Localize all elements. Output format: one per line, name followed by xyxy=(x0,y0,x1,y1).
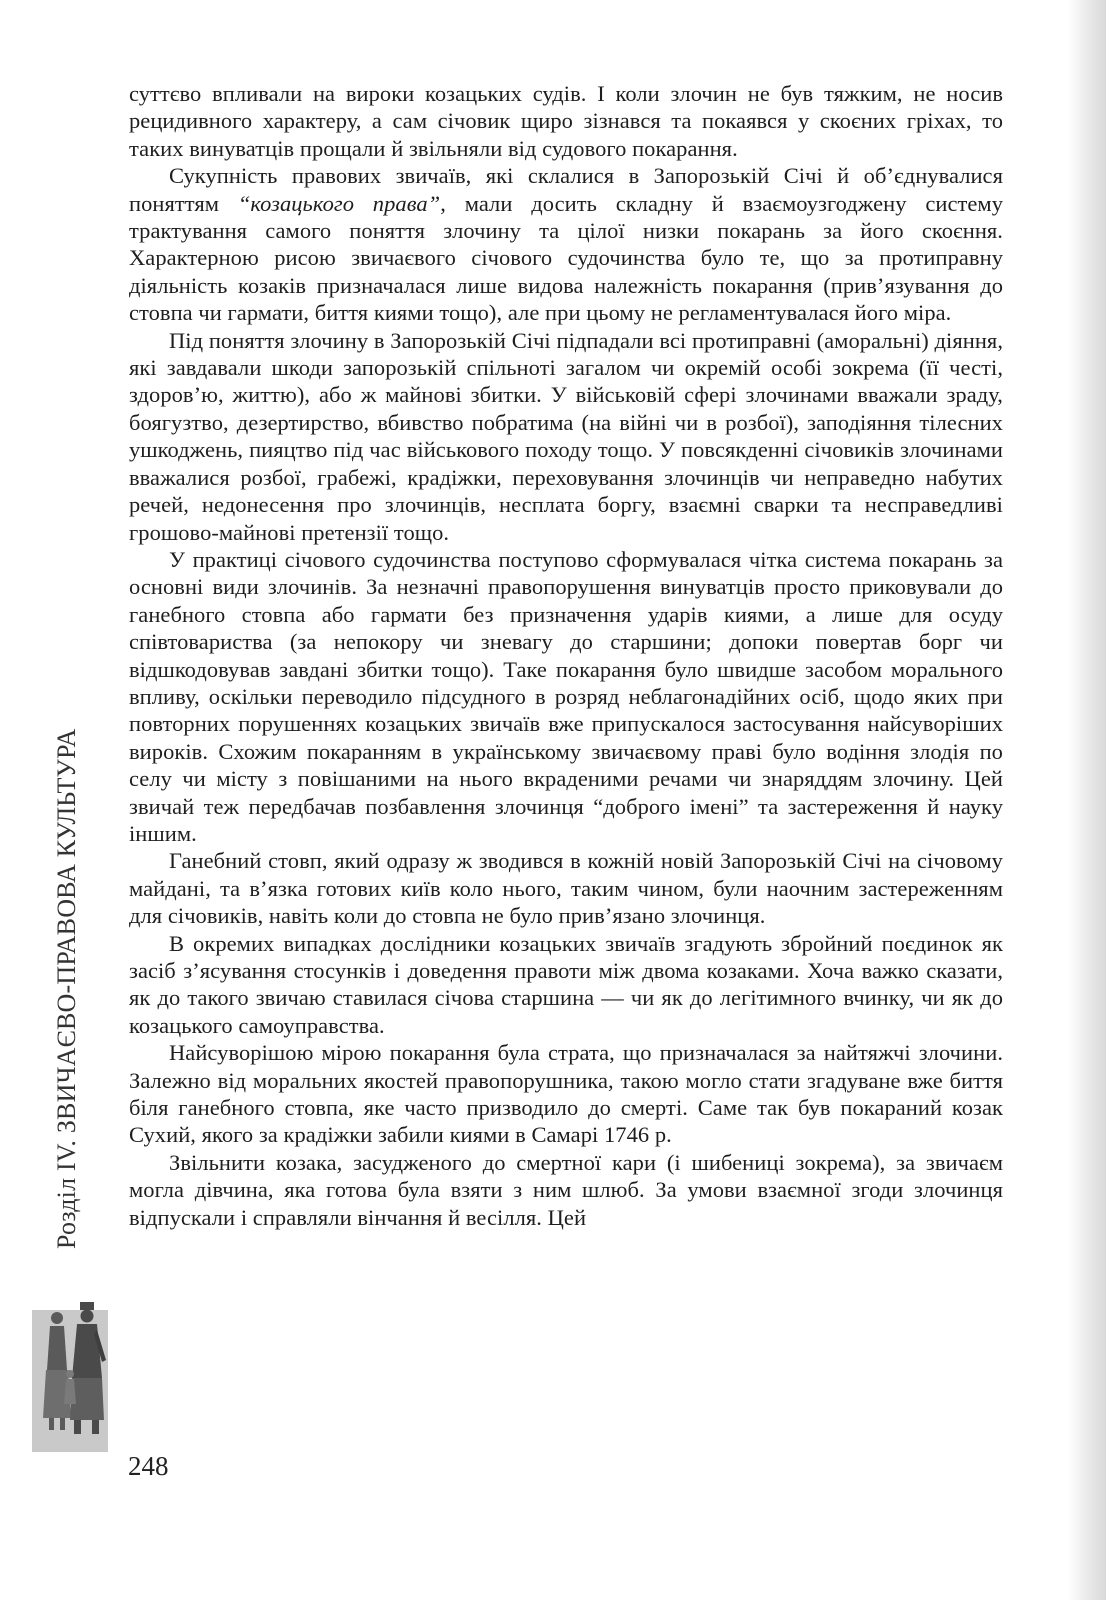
page-edge-shadow xyxy=(1068,0,1106,1600)
page-number: 248 xyxy=(128,1451,169,1481)
paragraph-2-start: Сукупність правових звичаїв, які склалися в Запорозькій Січі й об’єднувалися поняттям xyxy=(129,163,1003,216)
paragraph-5: Ганебний стовп, який одразу ж зводився в кожній новій Запорозькій Січі на січовому майдані, та в’язка готових київ коло нього, таким чином, були наочним застереженням для січовиків, навіть коли до стовпа не було прив’язано злочинця. xyxy=(129,848,1003,929)
paragraph-2-end: , мали досить складну й взаємоузгоджену систему трактування самого поняття злочину та цілої низки покарань за його скоєння. Характерною рисою звичаєвого січового судочинства було те, що за протиправну діяльність козаків призначалася лише видова належність покарання (прив’язування до стовпа чи гармати, биття киями тощо), але при цьому не регламентувалася його міра. xyxy=(129,190,1004,326)
paragraph-7: Найсуворішою мірою покарання була страта, що призначалася за найтяжчі злочини. Залежно від моральних якостей правопорушника, такою могло стати згадуване вже биття біля ганебного стовпа, яке часто призводило до смерті. Саме так був покараний козак Сухий, якого за крадіжки забили киями в Самарі 1746 р. xyxy=(129,1040,1003,1148)
cossack-figures-icon xyxy=(40,1300,110,1440)
paragraph-6: В окремих випадках дослідники козацьких звичаїв згадують збройний поєдинок як засіб з’ясування стосунків і доведення правоти між двома козаками. Хоча важко сказати, як до такого звичаю ставилася січова старшина — чи як до легітимного вчинку, чи як до козацького самоуправства. xyxy=(129,930,1003,1038)
paragraph-3: Під поняття злочину в Запорозькій Січі підпадали всі протиправні (аморальні) діяння, які завдавали шкоди запорозькій спільноті загалом чи окремій особі зокрема (її честі, здоров’ю, життю), або ж майнові збитки. У військовій сфері злочинами вважали зраду, боягузтво, дезертирство, вбивство побратима (на війні чи в розбої), заподіяння тілесних ушкоджень, пияцтво під час військового походу тощо. У повсякденні січовиків злочинами вважалися розбої, грабежі, крадіжки, переховування злочинців чи неправедно набутих речей, недонесення про злочинців, несплата боргу, взаємні сварки та несправедливі грошово-майнові претензії тощо. xyxy=(129,327,1003,545)
paragraph-4: У практиці січового судочинства поступово сформувалася чітка система покарань за основні види злочинів. За незначні правопорушення винуватців просто приковували до ганебного стовпа або гармати без призначення ударів киями, а лише для осуду співтовариства (за непокору чи зневагу до старшини; допоки повертав борг чи відшкодовував завдані збитки тощо). Таке покарання було швидше засобом морального впливу, оскільки переводило підсудного в розряд неблагонадійних осіб, щодо яких при повторних порушеннях козацьких звичаїв вже припускалося застосування найсуворіших вироків. Схожим покаранням в українському звичаєвому праві було водіння злодія по селу чи місту з повішаними на нього вкраденими речами чи знаряддям злочину. Цей звичай теж передбачав позбавлення злочинця “доброго імені” та застереження й науку іншим. xyxy=(129,546,1003,846)
main-text xyxy=(129,80,1003,1231)
term-cossack-law: “козацького права” xyxy=(237,190,441,216)
paragraph-1: суттєво впливали на вироки козацьких судів. І коли злочин не був тяжким, не носив рецидивного характеру, а сам січовик щиро зізнався та покаявся у скоєних гріхах, то таких винуватців прощали й звільняли від судового покарання. xyxy=(129,81,1003,161)
paragraph-2 xyxy=(129,162,1003,326)
running-head: Розділ IV. ЗВИЧАЄВО-ПРАВОВА КУЛЬТУРА xyxy=(52,728,81,1249)
paragraph-8: Звільнити козака, засудженого до смертної кари (і шибениці зокрема), за звичаєм могла дівчина, яка готова була взяти з ним шлюб. За умови взаємної згоди злочинця відпускали і справляли вінчання й весілля. Цей xyxy=(129,1149,1003,1230)
